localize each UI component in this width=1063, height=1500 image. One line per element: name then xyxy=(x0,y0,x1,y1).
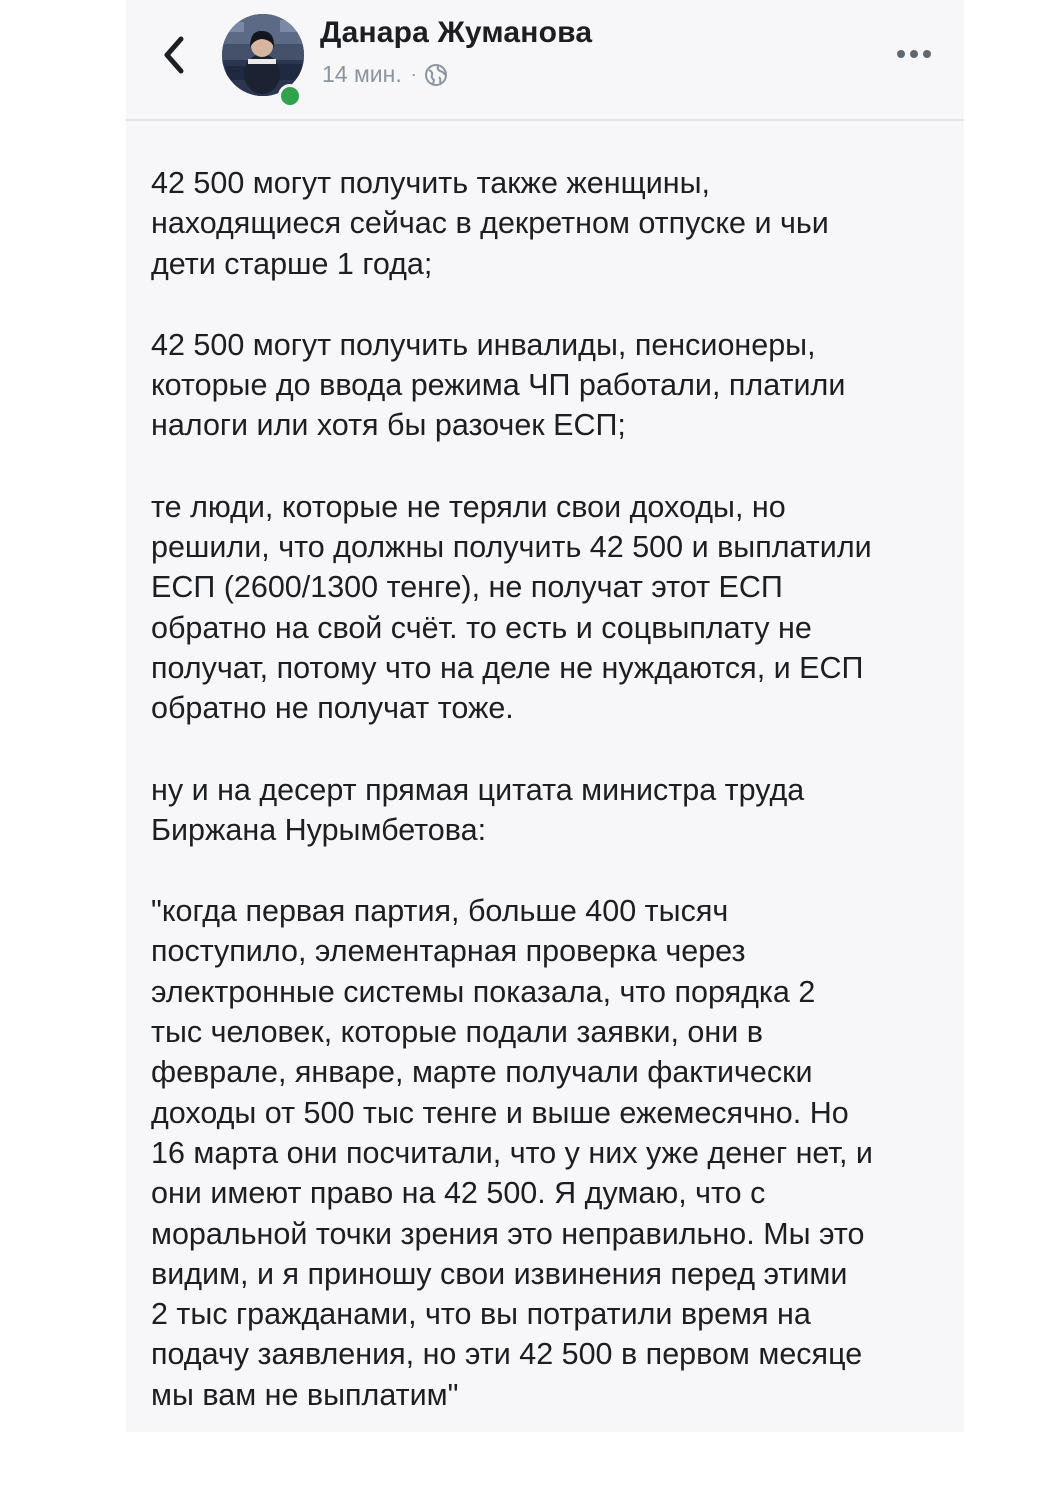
more-options-button[interactable] xyxy=(894,40,934,68)
chevron-left-icon xyxy=(162,35,186,75)
more-horizontal-icon xyxy=(896,49,932,59)
post-timestamp[interactable]: 14 мин. xyxy=(322,61,402,87)
post-card xyxy=(126,0,964,1432)
post-text xyxy=(151,163,951,1415)
globe-icon xyxy=(424,63,448,87)
post-paragraph: 42 500 могут получить инвалиды, пенсионеры, которые до ввода режима ЧП работали, платили налоги или хотя бы разочек ЕСП; xyxy=(151,327,846,443)
post-header xyxy=(126,0,964,121)
author-avatar[interactable] xyxy=(222,14,304,96)
online-status-indicator xyxy=(278,84,302,108)
post-paragraph: ну и на десерт прямая цитата министра труда Биржана Нурымбетова: xyxy=(151,772,805,847)
post-meta xyxy=(322,61,448,88)
post-paragraph: те люди, которые не теряли свои доходы, но решили, что должны получить 42 500 и выплатили ЕСП (2600/1300 тенге), не получат этот ЕСП обратно на свой счёт. то есть и соцвыплату не получат, потому что на деле не нуждаются, и ЕСП обратно не получат тоже. xyxy=(151,489,872,726)
back-button[interactable] xyxy=(156,30,192,80)
meta-separator: · xyxy=(410,64,417,84)
author-name[interactable]: Данара Жуманова xyxy=(320,16,593,49)
post-paragraph-quote: "когда первая партия, больше 400 тысяч поступило, элементарная проверка через электронные системы показала, что порядка 2 тыс человек, которые подали заявки, они в феврале, январе, марте получали фактически доходы от 500 тыс тенге и выше ежемесячно. Но 16 марта они посчитали, что у них уже денег нет, и они имеют право на 42 500. Я думаю, что с моральной точки зрения это неправильно. Мы это видим, и я приношу свои извинения перед этими 2 тыс гражданами, что вы потратили время на подачу заявления, но эти 42 500 в первом месяце мы вам не выплатим" xyxy=(151,894,873,1412)
post-paragraph: 42 500 могут получить также женщины, находящиеся сейчас в декретном отпуске и чьи дети старше 1 года; xyxy=(151,166,829,281)
